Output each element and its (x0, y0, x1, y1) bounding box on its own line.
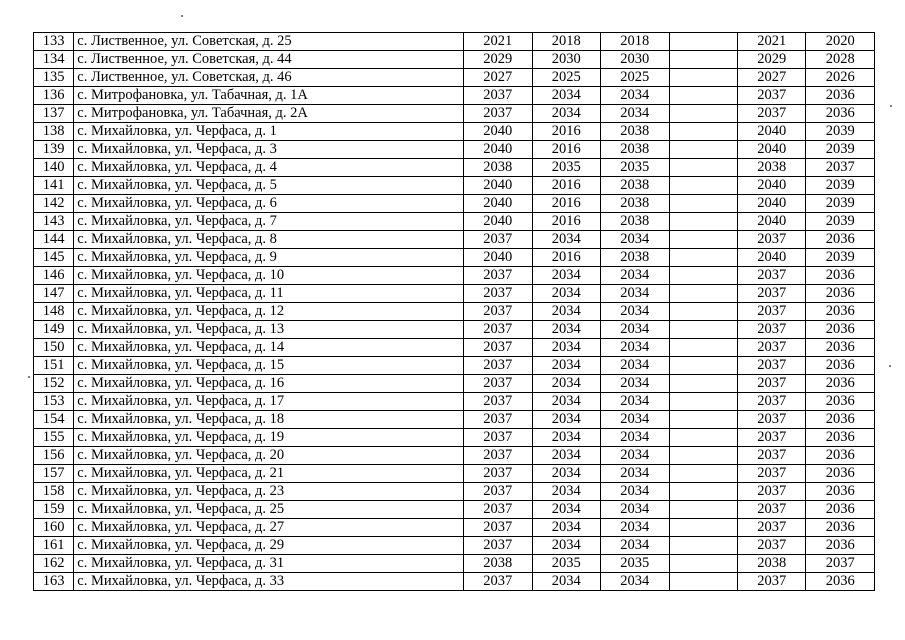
year-cell-4 (669, 87, 737, 105)
row-number-cell: 147 (34, 285, 74, 303)
year-cell-4 (669, 51, 737, 69)
year-cell-1: 2040 (464, 141, 532, 159)
year-cell-4 (669, 411, 737, 429)
year-cell-1: 2037 (464, 483, 532, 501)
table-row (34, 357, 875, 375)
year-cell-3: 2034 (601, 321, 669, 339)
scan-speck (181, 15, 183, 17)
table-row (34, 177, 875, 195)
address-cell: с. Михайловка, ул. Черфаса, д. 9 (74, 249, 464, 267)
year-cell-6: 2037 (806, 159, 875, 177)
year-cell-2: 2016 (532, 177, 600, 195)
housing-schedule-table (33, 32, 875, 591)
year-cell-6: 2020 (806, 33, 875, 51)
row-number-cell: 153 (34, 393, 74, 411)
year-cell-3: 2034 (601, 285, 669, 303)
year-cell-1: 2037 (464, 231, 532, 249)
address-cell: с. Михайловка, ул. Черфаса, д. 20 (74, 447, 464, 465)
year-cell-2: 2034 (532, 573, 600, 591)
address-cell: с. Михайловка, ул. Черфаса, д. 1 (74, 123, 464, 141)
year-cell-4 (669, 447, 737, 465)
year-cell-2: 2034 (532, 483, 600, 501)
address-cell: с. Митрофановка, ул. Табачная, д. 2А (74, 105, 464, 123)
year-cell-5: 2040 (737, 249, 805, 267)
year-cell-5: 2040 (737, 213, 805, 231)
row-number-cell: 144 (34, 231, 74, 249)
scan-speck (890, 105, 892, 107)
year-cell-1: 2021 (464, 33, 532, 51)
address-cell: с. Михайловка, ул. Черфаса, д. 21 (74, 465, 464, 483)
year-cell-2: 2018 (532, 33, 600, 51)
row-number-cell: 150 (34, 339, 74, 357)
year-cell-3: 2030 (601, 51, 669, 69)
year-cell-3: 2038 (601, 177, 669, 195)
year-cell-1: 2038 (464, 159, 532, 177)
year-cell-5: 2037 (737, 267, 805, 285)
year-cell-4 (669, 141, 737, 159)
address-cell: с. Михайловка, ул. Черфаса, д. 6 (74, 195, 464, 213)
year-cell-6: 2036 (806, 357, 875, 375)
year-cell-1: 2037 (464, 465, 532, 483)
year-cell-2: 2034 (532, 339, 600, 357)
year-cell-3: 2034 (601, 357, 669, 375)
year-cell-3: 2035 (601, 555, 669, 573)
address-cell: с. Михайловка, ул. Черфаса, д. 3 (74, 141, 464, 159)
year-cell-2: 2016 (532, 141, 600, 159)
year-cell-6: 2039 (806, 177, 875, 195)
table-row (34, 51, 875, 69)
year-cell-3: 2038 (601, 249, 669, 267)
year-cell-5: 2040 (737, 177, 805, 195)
year-cell-1: 2040 (464, 195, 532, 213)
table-row (34, 447, 875, 465)
year-cell-3: 2038 (601, 123, 669, 141)
year-cell-6: 2039 (806, 249, 875, 267)
year-cell-4 (669, 573, 737, 591)
row-number-cell: 158 (34, 483, 74, 501)
year-cell-4 (669, 33, 737, 51)
year-cell-2: 2034 (532, 105, 600, 123)
year-cell-3: 2038 (601, 213, 669, 231)
year-cell-1: 2040 (464, 213, 532, 231)
year-cell-6: 2036 (806, 519, 875, 537)
year-cell-5: 2037 (737, 231, 805, 249)
year-cell-3: 2034 (601, 573, 669, 591)
year-cell-2: 2035 (532, 555, 600, 573)
year-cell-1: 2040 (464, 177, 532, 195)
address-cell: с. Михайловка, ул. Черфаса, д. 14 (74, 339, 464, 357)
year-cell-6: 2039 (806, 213, 875, 231)
year-cell-3: 2034 (601, 303, 669, 321)
year-cell-1: 2037 (464, 501, 532, 519)
year-cell-5: 2037 (737, 573, 805, 591)
year-cell-4 (669, 375, 737, 393)
year-cell-6: 2036 (806, 429, 875, 447)
year-cell-2: 2016 (532, 213, 600, 231)
row-number-cell: 143 (34, 213, 74, 231)
year-cell-3: 2034 (601, 447, 669, 465)
address-cell: с. Михайловка, ул. Черфаса, д. 25 (74, 501, 464, 519)
year-cell-3: 2035 (601, 159, 669, 177)
year-cell-4 (669, 105, 737, 123)
year-cell-2: 2034 (532, 303, 600, 321)
year-cell-5: 2027 (737, 69, 805, 87)
year-cell-5: 2021 (737, 33, 805, 51)
year-cell-3: 2034 (601, 393, 669, 411)
year-cell-6: 2036 (806, 285, 875, 303)
year-cell-4 (669, 537, 737, 555)
year-cell-6: 2039 (806, 141, 875, 159)
year-cell-1: 2037 (464, 573, 532, 591)
year-cell-5: 2037 (737, 501, 805, 519)
address-cell: с. Михайловка, ул. Черфаса, д. 16 (74, 375, 464, 393)
year-cell-2: 2025 (532, 69, 600, 87)
year-cell-2: 2034 (532, 429, 600, 447)
row-number-cell: 161 (34, 537, 74, 555)
row-number-cell: 142 (34, 195, 74, 213)
year-cell-5: 2038 (737, 555, 805, 573)
row-number-cell: 136 (34, 87, 74, 105)
table-row (34, 213, 875, 231)
row-number-cell: 156 (34, 447, 74, 465)
row-number-cell: 155 (34, 429, 74, 447)
table-row (34, 483, 875, 501)
row-number-cell: 149 (34, 321, 74, 339)
table-row (34, 159, 875, 177)
row-number-cell: 162 (34, 555, 74, 573)
year-cell-1: 2037 (464, 537, 532, 555)
year-cell-1: 2037 (464, 267, 532, 285)
address-cell: с. Михайловка, ул. Черфаса, д. 27 (74, 519, 464, 537)
year-cell-1: 2037 (464, 339, 532, 357)
year-cell-1: 2037 (464, 105, 532, 123)
year-cell-2: 2034 (532, 321, 600, 339)
year-cell-6: 2036 (806, 375, 875, 393)
table-row (34, 501, 875, 519)
year-cell-2: 2034 (532, 285, 600, 303)
year-cell-4 (669, 123, 737, 141)
address-cell: с. Лиственное, ул. Советская, д. 44 (74, 51, 464, 69)
year-cell-1: 2037 (464, 519, 532, 537)
year-cell-6: 2039 (806, 123, 875, 141)
table-row (34, 87, 875, 105)
row-number-cell: 139 (34, 141, 74, 159)
year-cell-6: 2039 (806, 195, 875, 213)
year-cell-3: 2018 (601, 33, 669, 51)
address-cell: с. Михайловка, ул. Черфаса, д. 11 (74, 285, 464, 303)
table-row (34, 519, 875, 537)
table-row (34, 69, 875, 87)
year-cell-4 (669, 339, 737, 357)
address-cell: с. Михайловка, ул. Черфаса, д. 8 (74, 231, 464, 249)
year-cell-6: 2036 (806, 231, 875, 249)
year-cell-6: 2036 (806, 303, 875, 321)
year-cell-1: 2040 (464, 123, 532, 141)
table-row (34, 573, 875, 591)
address-cell: с. Михайловка, ул. Черфаса, д. 31 (74, 555, 464, 573)
year-cell-5: 2037 (737, 375, 805, 393)
year-cell-2: 2034 (532, 87, 600, 105)
row-number-cell: 159 (34, 501, 74, 519)
year-cell-5: 2037 (737, 447, 805, 465)
year-cell-2: 2034 (532, 231, 600, 249)
year-cell-5: 2037 (737, 285, 805, 303)
row-number-cell: 138 (34, 123, 74, 141)
year-cell-1: 2037 (464, 285, 532, 303)
year-cell-5: 2037 (737, 465, 805, 483)
year-cell-3: 2034 (601, 231, 669, 249)
table-body (34, 33, 875, 591)
year-cell-4 (669, 465, 737, 483)
year-cell-3: 2034 (601, 411, 669, 429)
address-cell: с. Лиственное, ул. Советская, д. 46 (74, 69, 464, 87)
year-cell-5: 2040 (737, 195, 805, 213)
year-cell-1: 2037 (464, 447, 532, 465)
year-cell-5: 2037 (737, 321, 805, 339)
year-cell-2: 2034 (532, 465, 600, 483)
year-cell-6: 2036 (806, 573, 875, 591)
year-cell-5: 2037 (737, 429, 805, 447)
table-row (34, 105, 875, 123)
year-cell-2: 2016 (532, 249, 600, 267)
year-cell-2: 2034 (532, 411, 600, 429)
year-cell-5: 2037 (737, 393, 805, 411)
year-cell-3: 2034 (601, 519, 669, 537)
table-row (34, 195, 875, 213)
year-cell-6: 2036 (806, 465, 875, 483)
table-row (34, 123, 875, 141)
table-row (34, 303, 875, 321)
row-number-cell: 141 (34, 177, 74, 195)
row-number-cell: 135 (34, 69, 74, 87)
year-cell-4 (669, 303, 737, 321)
table-row (34, 465, 875, 483)
year-cell-4 (669, 555, 737, 573)
year-cell-5: 2037 (737, 537, 805, 555)
scan-speck (28, 376, 30, 378)
year-cell-2: 2034 (532, 447, 600, 465)
year-cell-3: 2034 (601, 267, 669, 285)
year-cell-2: 2034 (532, 267, 600, 285)
row-number-cell: 145 (34, 249, 74, 267)
address-cell: с. Михайловка, ул. Черфаса, д. 7 (74, 213, 464, 231)
row-number-cell: 151 (34, 357, 74, 375)
year-cell-1: 2040 (464, 249, 532, 267)
year-cell-6: 2036 (806, 393, 875, 411)
address-cell: с. Михайловка, ул. Черфаса, д. 18 (74, 411, 464, 429)
year-cell-3: 2034 (601, 87, 669, 105)
year-cell-2: 2016 (532, 123, 600, 141)
year-cell-3: 2038 (601, 195, 669, 213)
row-number-cell: 140 (34, 159, 74, 177)
year-cell-4 (669, 501, 737, 519)
year-cell-3: 2034 (601, 465, 669, 483)
year-cell-5: 2037 (737, 519, 805, 537)
year-cell-5: 2037 (737, 303, 805, 321)
year-cell-1: 2038 (464, 555, 532, 573)
row-number-cell: 163 (34, 573, 74, 591)
year-cell-5: 2040 (737, 123, 805, 141)
year-cell-2: 2034 (532, 375, 600, 393)
year-cell-4 (669, 321, 737, 339)
table-row (34, 285, 875, 303)
year-cell-5: 2037 (737, 483, 805, 501)
row-number-cell: 148 (34, 303, 74, 321)
year-cell-1: 2037 (464, 411, 532, 429)
table-row (34, 141, 875, 159)
year-cell-6: 2036 (806, 321, 875, 339)
year-cell-4 (669, 195, 737, 213)
address-cell: с. Михайловка, ул. Черфаса, д. 12 (74, 303, 464, 321)
year-cell-6: 2036 (806, 501, 875, 519)
year-cell-3: 2034 (601, 429, 669, 447)
address-cell: с. Михайловка, ул. Черфаса, д. 33 (74, 573, 464, 591)
address-cell: с. Михайловка, ул. Черфаса, д. 15 (74, 357, 464, 375)
year-cell-4 (669, 393, 737, 411)
row-number-cell: 133 (34, 33, 74, 51)
year-cell-1: 2037 (464, 303, 532, 321)
address-cell: с. Митрофановка, ул. Табачная, д. 1А (74, 87, 464, 105)
year-cell-2: 2034 (532, 519, 600, 537)
table-row (34, 321, 875, 339)
table-row (34, 411, 875, 429)
year-cell-4 (669, 231, 737, 249)
year-cell-5: 2037 (737, 357, 805, 375)
row-number-cell: 137 (34, 105, 74, 123)
year-cell-4 (669, 159, 737, 177)
year-cell-3: 2034 (601, 339, 669, 357)
table-row (34, 393, 875, 411)
year-cell-6: 2026 (806, 69, 875, 87)
year-cell-1: 2027 (464, 69, 532, 87)
year-cell-6: 2037 (806, 555, 875, 573)
year-cell-1: 2037 (464, 321, 532, 339)
table-row (34, 375, 875, 393)
year-cell-6: 2036 (806, 267, 875, 285)
table-row (34, 555, 875, 573)
address-cell: с. Михайловка, ул. Черфаса, д. 10 (74, 267, 464, 285)
address-cell: с. Михайловка, ул. Черфаса, д. 23 (74, 483, 464, 501)
year-cell-1: 2037 (464, 87, 532, 105)
table-row (34, 339, 875, 357)
year-cell-1: 2037 (464, 357, 532, 375)
table-row (34, 537, 875, 555)
address-cell: с. Михайловка, ул. Черфаса, д. 29 (74, 537, 464, 555)
row-number-cell: 134 (34, 51, 74, 69)
year-cell-1: 2037 (464, 429, 532, 447)
year-cell-6: 2036 (806, 483, 875, 501)
address-cell: с. Михайловка, ул. Черфаса, д. 17 (74, 393, 464, 411)
row-number-cell: 160 (34, 519, 74, 537)
table-row (34, 267, 875, 285)
row-number-cell: 157 (34, 465, 74, 483)
year-cell-2: 2030 (532, 51, 600, 69)
year-cell-4 (669, 213, 737, 231)
year-cell-1: 2029 (464, 51, 532, 69)
year-cell-6: 2036 (806, 447, 875, 465)
year-cell-6: 2036 (806, 411, 875, 429)
address-cell: с. Михайловка, ул. Черфаса, д. 5 (74, 177, 464, 195)
year-cell-4 (669, 249, 737, 267)
year-cell-4 (669, 429, 737, 447)
year-cell-4 (669, 69, 737, 87)
year-cell-6: 2036 (806, 105, 875, 123)
table-row (34, 231, 875, 249)
year-cell-1: 2037 (464, 375, 532, 393)
year-cell-2: 2016 (532, 195, 600, 213)
year-cell-5: 2038 (737, 159, 805, 177)
year-cell-2: 2035 (532, 159, 600, 177)
year-cell-3: 2038 (601, 141, 669, 159)
year-cell-4 (669, 285, 737, 303)
year-cell-5: 2037 (737, 411, 805, 429)
table-row (34, 33, 875, 51)
row-number-cell: 154 (34, 411, 74, 429)
year-cell-4 (669, 357, 737, 375)
year-cell-3: 2034 (601, 105, 669, 123)
year-cell-5: 2037 (737, 87, 805, 105)
year-cell-5: 2040 (737, 141, 805, 159)
year-cell-4 (669, 177, 737, 195)
year-cell-4 (669, 267, 737, 285)
year-cell-3: 2034 (601, 375, 669, 393)
year-cell-3: 2034 (601, 537, 669, 555)
year-cell-6: 2036 (806, 537, 875, 555)
year-cell-3: 2034 (601, 501, 669, 519)
address-cell: с. Михайловка, ул. Черфаса, д. 4 (74, 159, 464, 177)
year-cell-1: 2037 (464, 393, 532, 411)
scan-speck (889, 365, 891, 367)
year-cell-2: 2034 (532, 393, 600, 411)
year-cell-3: 2025 (601, 69, 669, 87)
year-cell-3: 2034 (601, 483, 669, 501)
year-cell-2: 2034 (532, 501, 600, 519)
table-row (34, 429, 875, 447)
year-cell-2: 2034 (532, 537, 600, 555)
row-number-cell: 152 (34, 375, 74, 393)
year-cell-5: 2029 (737, 51, 805, 69)
year-cell-5: 2037 (737, 339, 805, 357)
year-cell-6: 2036 (806, 87, 875, 105)
row-number-cell: 146 (34, 267, 74, 285)
address-cell: с. Михайловка, ул. Черфаса, д. 13 (74, 321, 464, 339)
year-cell-4 (669, 483, 737, 501)
year-cell-5: 2037 (737, 105, 805, 123)
address-cell: с. Лиственное, ул. Советская, д. 25 (74, 33, 464, 51)
year-cell-2: 2034 (532, 357, 600, 375)
year-cell-6: 2028 (806, 51, 875, 69)
year-cell-6: 2036 (806, 339, 875, 357)
year-cell-4 (669, 519, 737, 537)
address-cell: с. Михайловка, ул. Черфаса, д. 19 (74, 429, 464, 447)
table-row (34, 249, 875, 267)
